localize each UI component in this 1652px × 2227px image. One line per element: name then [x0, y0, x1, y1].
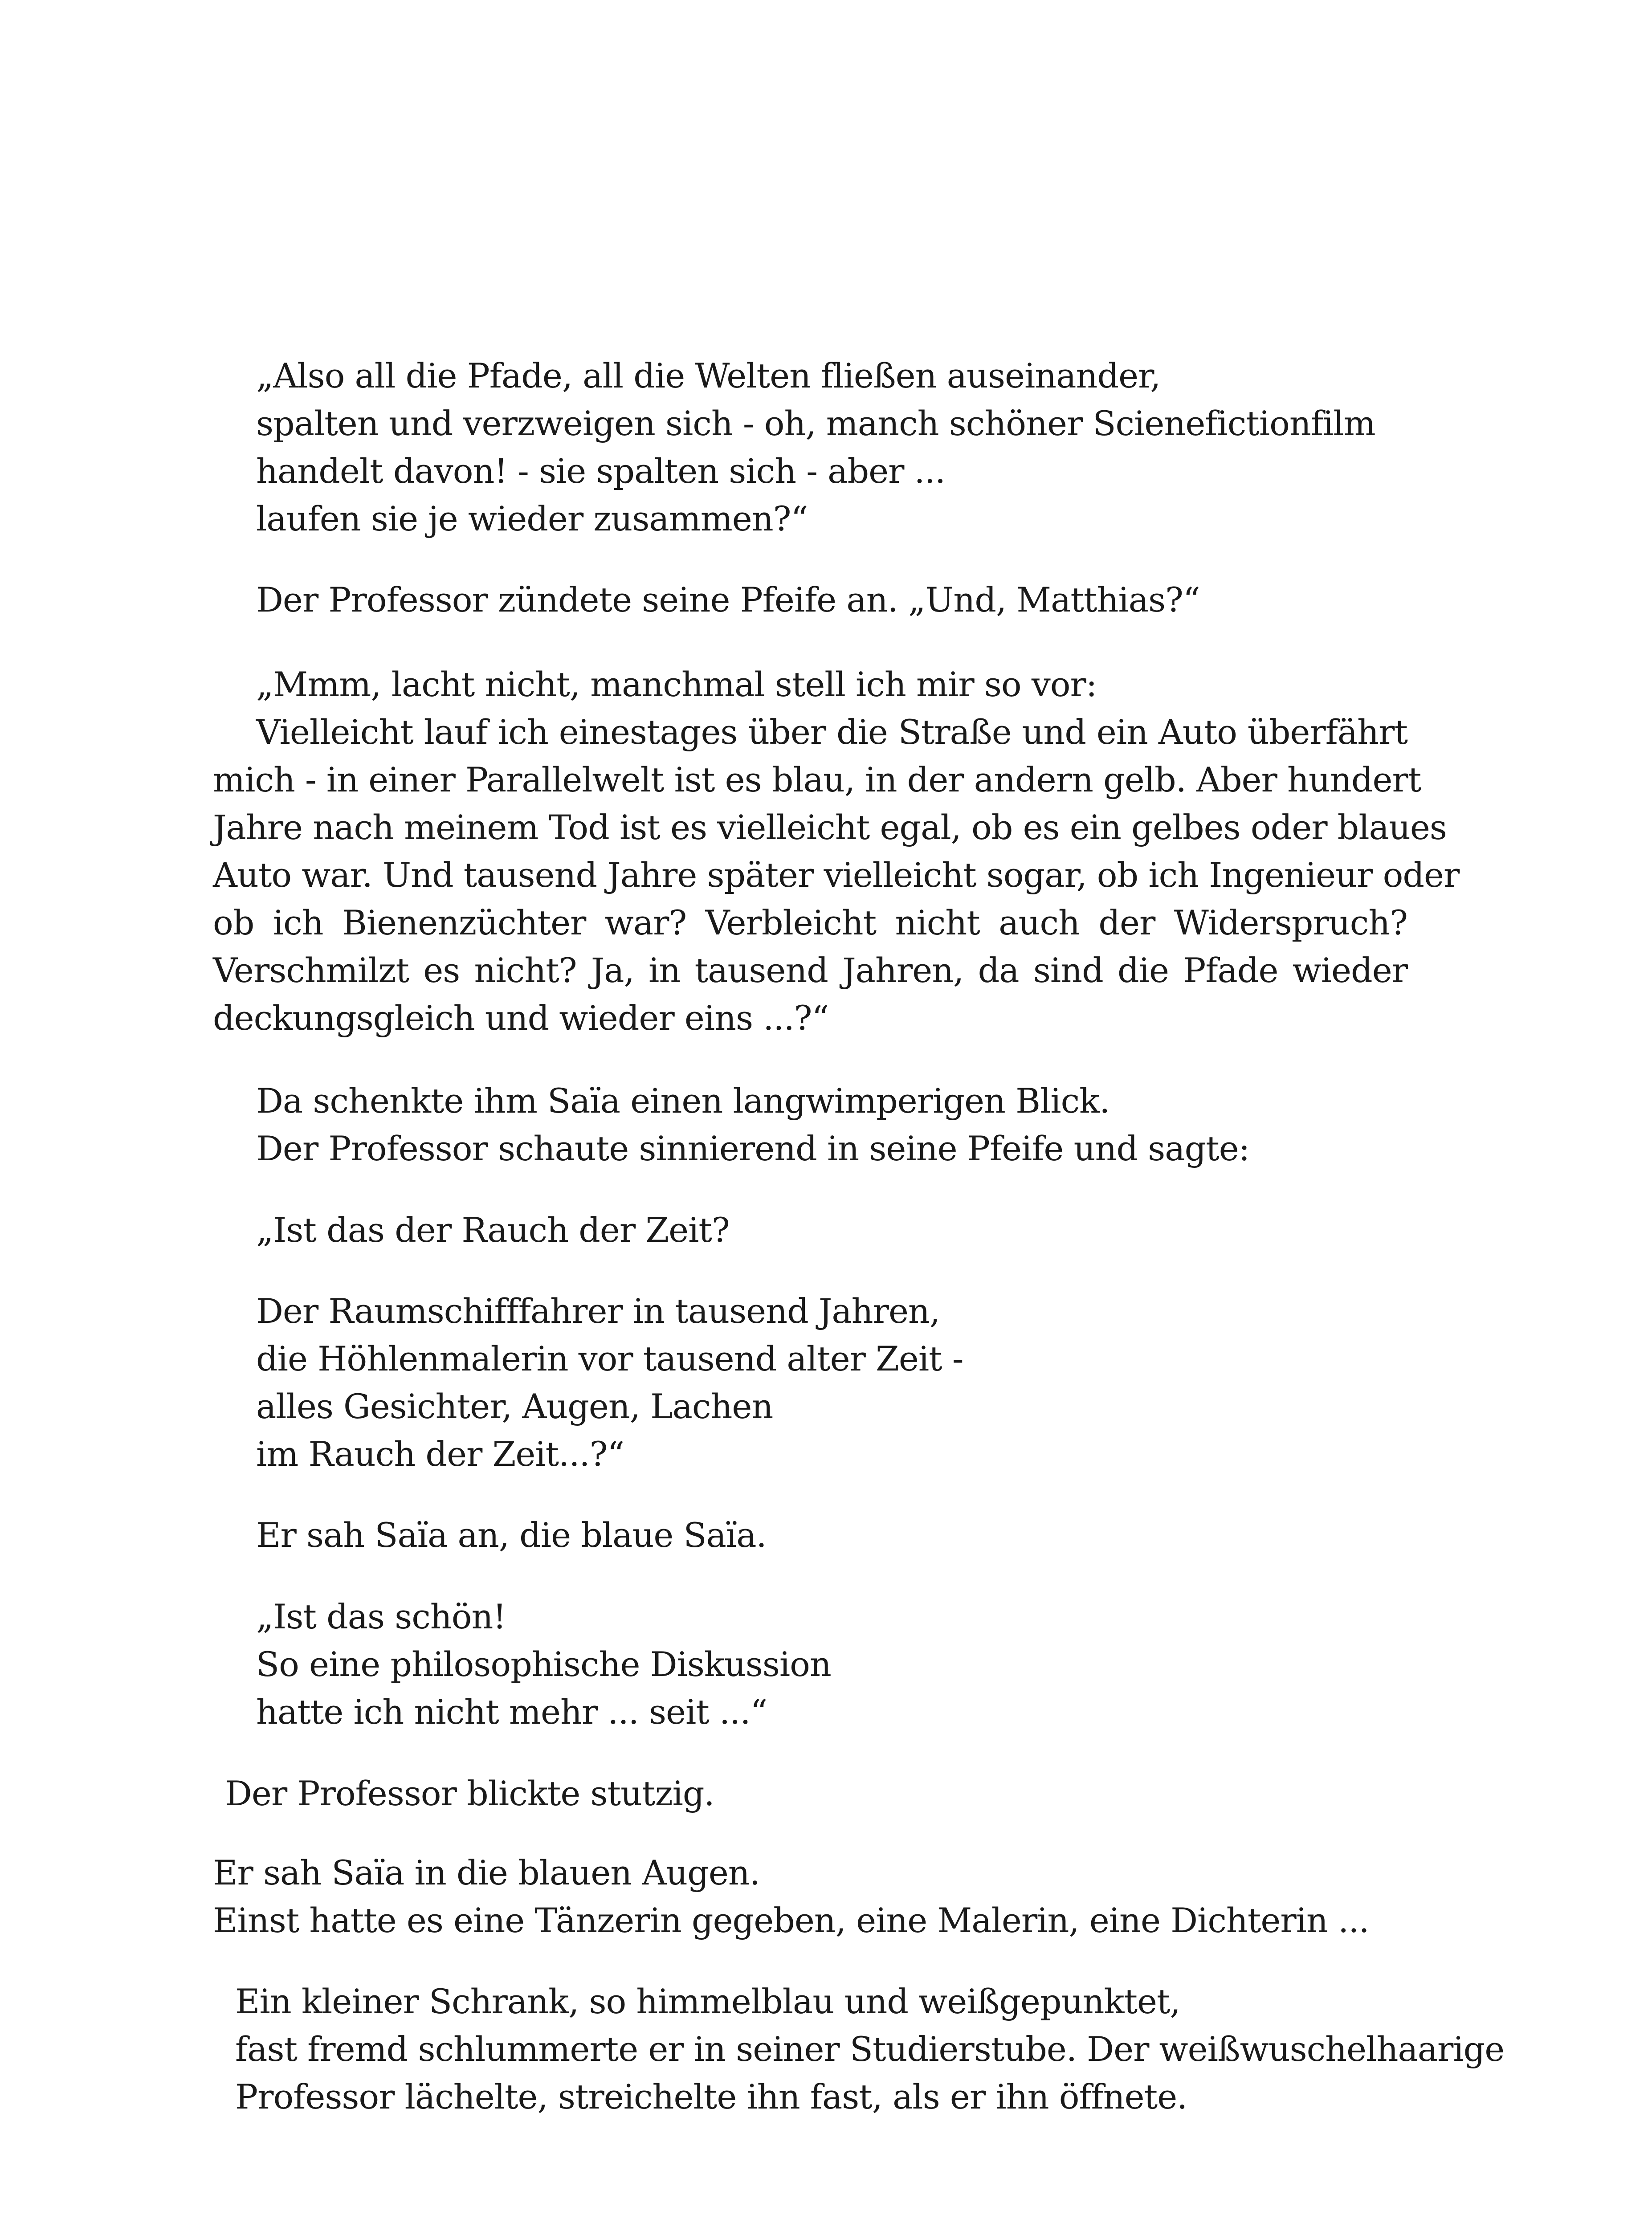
- text-line: Der Raumschifffahrer in tausend Jahren,: [256, 1291, 940, 1331]
- text-line: Vielleicht lauf ich einestages über die Straße und ein Auto überfährt: [256, 712, 1407, 752]
- text-line: laufen sie je wieder zusammen?“: [256, 499, 808, 538]
- text-line: Verschmilzt es nicht? Ja, in tausend Jahren, da sind die Pfade wieder: [213, 950, 1407, 990]
- text-line: handelt davon! - sie spalten sich - aber ...: [256, 451, 946, 491]
- text-line: im Rauch der Zeit...?“: [256, 1434, 624, 1474]
- text-line: die Höhlenmalerin vor tausend alter Zeit -: [256, 1339, 963, 1379]
- text-line: Jahre nach meinem Tod ist es vielleicht egal, ob es ein gelbes oder blaues: [213, 808, 1447, 847]
- text-line: hatte ich nicht mehr ... seit ...“: [256, 1692, 767, 1732]
- text-line: So eine philosophische Diskussion: [256, 1644, 831, 1684]
- text-line: „Ist das der Rauch der Zeit?: [256, 1210, 730, 1250]
- text-line: mich - in einer Parallelwelt ist es blau, in der andern gelb. Aber hundert: [213, 760, 1421, 799]
- text-line: ob ich Bienenzüchter war? Verbleicht nicht auch der Widerspruch?: [213, 903, 1407, 942]
- text-line: „Ist das schön!: [256, 1597, 506, 1636]
- text-line: Da schenkte ihm Saïa einen langwimperigen Blick.: [256, 1081, 1110, 1121]
- text-line: Professor lächelte, streichelte ihn fast, als er ihn öffnete.: [235, 2077, 1187, 2117]
- text-line: Einst hatte es eine Tänzerin gegeben, eine Malerin, eine Dichterin ...: [213, 1901, 1369, 1940]
- text-line: Auto war. Und tausend Jahre später vielleicht sogar, ob ich Ingenieur oder: [213, 855, 1460, 895]
- text-line: spalten und verzweigen sich - oh, manch schöner Scienefictionfilm: [256, 404, 1375, 443]
- text-line: „Also all die Pfade, all die Welten fließen auseinander,: [256, 356, 1161, 396]
- text-line: Er sah Saïa an, die blaue Saïa.: [256, 1515, 767, 1555]
- text-line: Er sah Saïa in die blauen Augen.: [213, 1853, 760, 1893]
- text-line: Der Professor blickte stutzig.: [225, 1774, 714, 1813]
- text-line: deckungsgleich und wieder eins ...?“: [213, 998, 829, 1038]
- text-line: alles Gesichter, Augen, Lachen: [256, 1387, 773, 1426]
- text-line: Der Professor schaute sinnierend in seine Pfeife und sagte:: [256, 1129, 1250, 1168]
- text-line: „Mmm, lacht nicht, manchmal stell ich mir so vor:: [256, 665, 1097, 704]
- text-line: fast fremd schlummerte er in seiner Studierstube. Der weißwuschelhaarige: [235, 2029, 1505, 2069]
- text-line: Der Professor zündete seine Pfeife an. „Und, Matthias?“: [256, 580, 1200, 620]
- text-line: Ein kleiner Schrank, so himmelblau und weißgepunktet,: [235, 1982, 1180, 2021]
